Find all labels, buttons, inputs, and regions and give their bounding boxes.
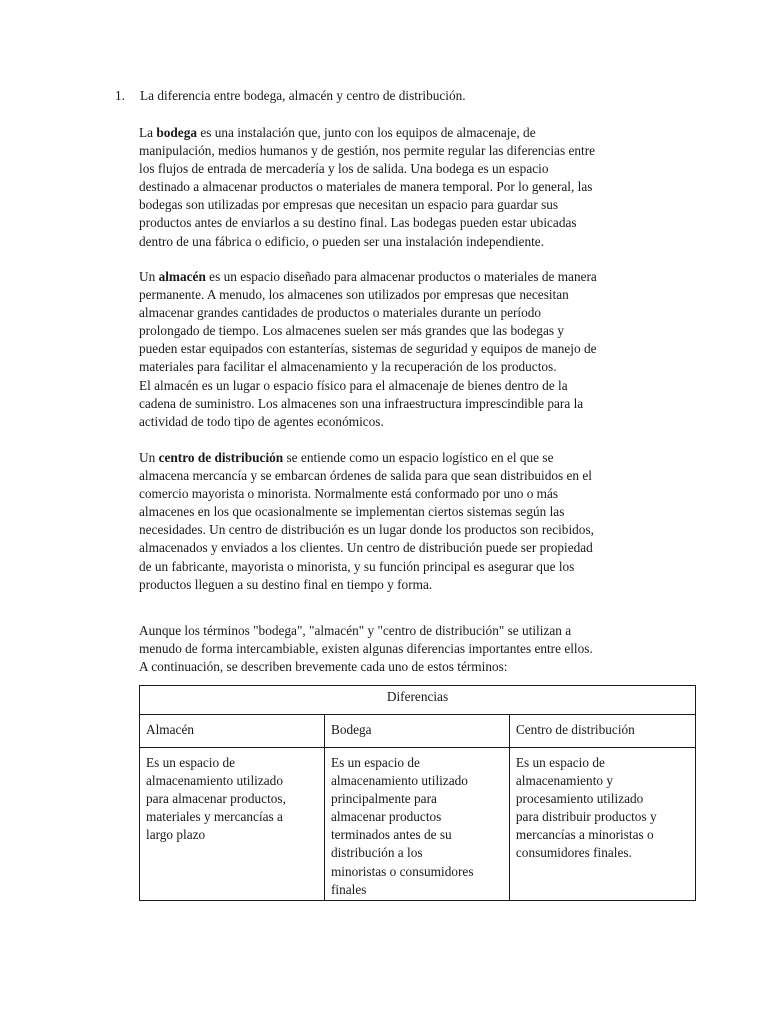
paragraph-line: A continuación, se describen brevemente cada uno de estos términos:: [139, 659, 508, 675]
column-header-centro: Centro de distribución: [509, 715, 695, 748]
paragraph-centro-distribucion: [139, 449, 679, 594]
paragraph-line: materiales para facilitar el almacenamiento y la recuperación de los productos.: [139, 359, 557, 375]
cell-line: Es un espacio de: [330, 755, 420, 770]
column-header-almacen: Almacén: [140, 715, 325, 748]
cell-line: consumidores finales.: [515, 845, 632, 861]
cell-line: mercancías a minoristas o: [515, 827, 654, 843]
paragraph-line: prolongado de tiempo. Los almacenes suelen ser más grandes que las bodegas y: [139, 323, 565, 339]
cell-line: principalmente para: [330, 791, 437, 807]
table-row: [140, 748, 696, 901]
paragraph-text: se entiende como un espacio logístico en el que se: [283, 450, 554, 465]
differences-table: [139, 685, 696, 901]
cell-centro: [509, 748, 695, 901]
cell-line: para almacenar productos,: [146, 791, 286, 807]
paragraph-line: manipulación, medios humanos y de gestión, nos permite regular las diferencias entre: [139, 143, 596, 159]
cell-line: largo plazo: [146, 827, 206, 843]
cell-line: distribución a los: [330, 845, 423, 861]
heading-text: La diferencia entre bodega, almacén y centro de distribución.: [140, 88, 466, 103]
cell-line: para distribuir productos y: [515, 809, 657, 825]
paragraph-line: productos lleguen a su destino final en tiempo y forma.: [139, 576, 433, 592]
cell-line: almacenar productos: [330, 809, 442, 825]
paragraph-line: almacenes en los que ocasionalmente se implementan ciertos sistemas según las: [139, 504, 565, 520]
section-heading: [115, 87, 675, 105]
paragraph-prefix: Un: [139, 269, 159, 284]
table-caption-row: [140, 686, 696, 715]
cell-line: Es un espacio de: [146, 755, 235, 770]
paragraph-text: es un espacio diseñado para almacenar productos o materiales de manera: [205, 269, 597, 284]
cell-line: almacenamiento utilizado: [330, 773, 468, 789]
cell-bodega: [324, 748, 509, 901]
paragraph-line: actividad de todo tipo de agentes económicos.: [139, 413, 384, 429]
paragraph-text: es una instalación que, junto con los equipos de almacenaje, de: [197, 125, 536, 140]
paragraph-bodega: [139, 124, 679, 251]
paragraph-prefix: La: [139, 125, 157, 140]
paragraph-almacen: [139, 268, 679, 431]
cell-almacen: [140, 748, 325, 901]
table-caption: Diferencias: [140, 686, 696, 715]
paragraph-line: almacenar grandes cantidades de productos o materiales durante un período: [139, 305, 542, 321]
paragraph-line: Aunque los términos "bodega", "almacén" y "centro de distribución" se utilizan a: [139, 623, 572, 638]
paragraph-line: destinado a almacenar productos o materiales de manera temporal. Por lo general, las: [139, 179, 593, 195]
table-header-row: [140, 715, 696, 748]
cell-line: Es un espacio de: [515, 755, 605, 770]
paragraph-line: menudo de forma intercambiable, existen algunas diferencias importantes entre ellos.: [139, 641, 593, 657]
column-header-bodega: Bodega: [324, 715, 509, 748]
paragraph-line: permanente. A menudo, los almacenes son utilizados por empresas que necesitan: [139, 287, 569, 303]
paragraph-line: [139, 449, 679, 467]
paragraph-line: [139, 124, 679, 142]
cell-line: finales: [330, 881, 367, 897]
cell-line: almacenamiento y: [515, 773, 614, 789]
paragraph-line: cadena de suministro. Los almacenes son una infraestructura imprescindible para la: [139, 395, 584, 411]
paragraph-line: almacena mercancía y se embarcan órdenes de salida para que sean distribuidos en el: [139, 468, 592, 484]
paragraph-line: bodegas son utilizadas por empresas que necesitan un espacio para guardar sus: [139, 197, 559, 213]
paragraph-line: los flujos de entrada de mercadería y los de salida. Una bodega es un espacio: [139, 161, 549, 177]
paragraph-line: de un fabricante, mayorista o minorista, y su función principal es asegurar que los: [139, 558, 575, 574]
paragraph-line: dentro de una fábrica o edificio, o pueden ser una instalación independiente.: [139, 233, 545, 249]
cell-line: materiales y mercancías a: [146, 809, 283, 825]
cell-line: minoristas o consumidores: [330, 863, 474, 879]
paragraph-intro: [139, 622, 679, 676]
term-centro-distribucion: centro de distribución: [158, 450, 284, 465]
cell-line: terminados antes de su: [330, 827, 452, 843]
paragraph-line: comercio mayorista o minorista. Normalmente está conformado por uno o más: [139, 486, 559, 502]
paragraph-line: necesidades. Un centro de distribución es un lugar donde los productos son recibidos,: [139, 522, 594, 538]
paragraph-line: El almacén es un lugar o espacio físico para el almacenaje de bienes dentro de la: [139, 377, 568, 393]
cell-line: almacenamiento utilizado: [146, 773, 283, 789]
cell-line: procesamiento utilizado: [515, 791, 644, 807]
paragraph-line: pueden estar equipados con estanterías, sistemas de seguridad y equipos de manejo de: [139, 341, 597, 357]
paragraph-prefix: Un: [139, 450, 159, 465]
term-bodega: bodega: [156, 125, 197, 140]
paragraph-line: [139, 268, 679, 286]
list-number: 1.: [115, 88, 125, 103]
term-almacen: almacén: [158, 269, 206, 284]
paragraph-line: almacenados y enviados a los clientes. Un centro de distribución puede ser propiedad: [139, 540, 593, 556]
paragraph-line: productos antes de enviarlos a su destino final. Las bodegas pueden estar ubicadas: [139, 215, 577, 231]
